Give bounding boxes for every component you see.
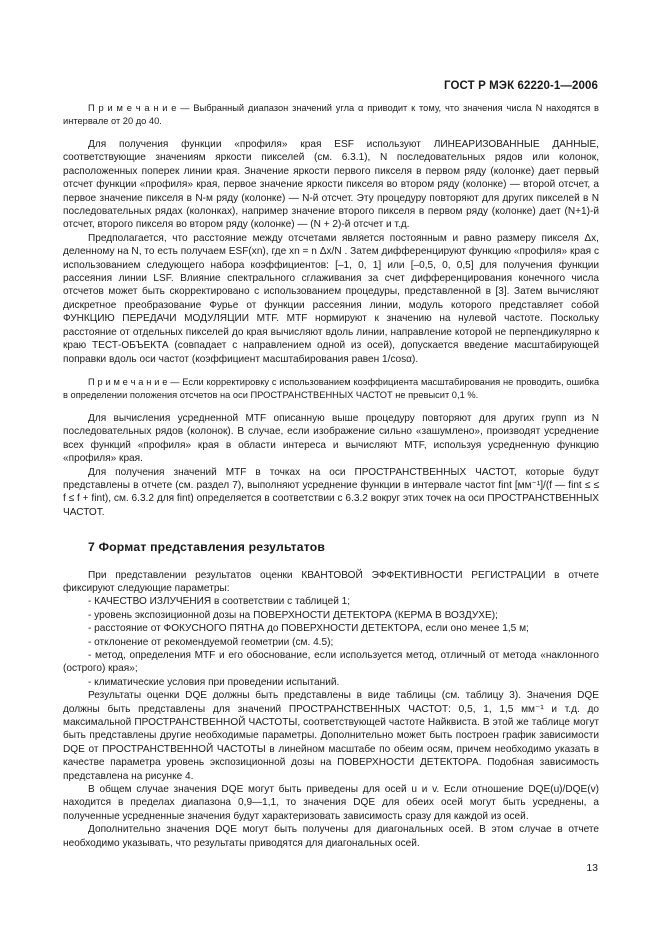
paragraph-sampling: Предполагается, что расстояние между отсчетами является постоянным и равно размеру пикселя Δx, деленному на N, то есть получаем ESF(xn), где xn = n Δx/N . Затем дифференцируют функцию «профиля» края с использованием следующего набора коэффициентов: [–1, 0, 1] или [–0,5, 0, 0,5] для получения функции рассеяния линии LSF. Влияние спектрального сглаживания за счет дифференцирования конечного числа отсчетов может быть скорректировано с использованием процедуры, представленной в [3]. Затем вычисляют дискретное преобразование Фурье от функции рассеяния линии, модуль которого представляет собой ФУНКЦИЮ ПЕРЕДАЧИ МОДУЛЯЦИИ MTF. MTF нормируют к значению на нулевой частоте. Поскольку расстояние от отдельных пикселей до края вычисляют вдоль линии, направление которой не перпендикулярно к краю ТЕСТ-ОБЪЕКТА (совпадает с направлением одной из осей), допускается введение масштабирующей поправки вдоль оси частот (коэффициент масштабирования равен 1/cosα). — [63, 232, 599, 365]
list-item: - КАЧЕСТВО ИЗЛУЧЕНИЯ в соответствии с таблицей 1; — [88, 596, 351, 608]
standard-header: ГОСТ Р МЭК 62220-1—2006 — [444, 80, 598, 92]
paragraph-dqe-diagonal: Дополнительно значения DQE могут быть получены для диагональных осей. В этом случае в отчете необходимо указывать, что результаты приводятся для диагональных осей. — [63, 824, 599, 849]
page-number: 13 — [586, 862, 598, 874]
paragraph-report-intro: При представлении результатов оценки КВАНТОВОЙ ЭФФЕКТИВНОСТИ РЕГИСТРАЦИИ в отчете фиксируют следующие параметры: — [63, 569, 599, 594]
paragraph-esf: Для получения функции «профиля» края ESF используют ЛИНЕАРИЗОВАННЫЕ ДАННЫЕ, соответствующие значениям яркости пикселей (см. 6.3.1), N последовательных рядов или колонок, расположенных поперек линии края. Значение яркости первого пикселя в первом ряду (колонке) дает первый отсчет функции «профиля» края, первое значение яркости пикселя во втором ряду (колонке) — второй отсчет, а первое значение пикселя в N-м ряду (колонке) — N-й отсчет. Эту процедуру повторяют для других пикселей в N последовательных рядах (колонках), например значение второго пикселя в первом ряду (колонке) дает (N+1)-й отсчет, второго пикселя во втором ряду (колонке) — (N + 2)-й отсчет и т.д. — [63, 139, 599, 231]
note-paragraph-2: П р и м е ч а н и е — Если корректировку с использованием коэффициента масштабирования не проводить, ошибка в определении положения отсчетов на оси ПРОСТРАНСТВЕННЫХ ЧАСТОТ не превысит 0,1 %. — [63, 376, 599, 400]
paragraph-dqe-table: Результаты оценки DQE должны быть представлены в виде таблицы (см. таблицу 3). Значения DQE должны быть представлены для значений ПРОСТРАНСТВЕННЫХ ЧАСТОТ: 0,5, 1, 1,5 мм⁻¹ и т.д. до максимальной ПРОСТРАНСТВЕННОЙ ЧАСТОТЫ, соответствующей частоте Найквиста. В этой же таблице могут быть представлены другие необходимые параметры. Дополнительно может быть построен график зависимости DQE от ПРОСТРАНСТВЕННОЙ ЧАСТОТЫ в линейном масштабе по обеим осям, причем необходимо указать в качестве параметра уровень экспозиционной дозы на ПОВЕРХНОСТИ ДЕТЕКТОРА. Подобная зависимость представлена на рисунке 4. — [63, 690, 599, 782]
document-body — [63, 100, 599, 850]
list-item: - расстояние от ФОКУСНОГО ПЯТНА до ПОВЕРХНОСТИ ДЕТЕКТОРА, если оно менее 1,5 м; — [88, 623, 529, 635]
list-item: - уровень экспозиционной дозы на ПОВЕРХНОСТИ ДЕТЕКТОРА (КЕРМА В ВОЗДУХЕ); — [88, 609, 498, 621]
section-title: 7 Формат представления результатов — [88, 540, 326, 555]
paragraph-mtf-points: Для получения значений MTF в точках на оси ПРОСТРАНСТВЕННЫХ ЧАСТОТ, которые будут представлены в отчете (см. раздел 7), выполняют усреднение функции в интервале частот fint [мм⁻¹]/(f — fint ≤ ≤ f ≤ f + fint), см. 6.3.2 для fint) определяется в соответствии с 6.3.2 вокруг этих точек на оси ПРОСТРАНСТВЕННЫХ ЧАСТОТ. — [63, 466, 599, 518]
list-item: - отклонение от рекомендуемой геометрии (см. 4.5); — [88, 636, 334, 648]
paragraph-dqe-axes: В общем случае значения DQE могут быть приведены для осей u и v. Если отношение DQE(u)/DQE(v) находится в пределах диапазона 0,9—1,1, то значения DQE для обеих осей могут быть усреднены, а полученные усредненные значения будут характеризовать зависимость сразу для каждой из осей. — [63, 784, 599, 822]
paragraph-mtf-average: Для вычисления усредненной MTF описанную выше процедуру повторяют для других групп из N последовательных рядов (колонок). В случае, если изображение сильно «зашумлено», производят усреднение всех функций «профиля» края в области интереса и вычисляют MTF, используя усредненную функцию «профиля» края. — [63, 412, 599, 465]
list-item: - метод, определения MTF и его обоснование, если используется метод, отличный от метода «наклонного (острого) края»; — [63, 650, 599, 675]
note-paragraph-1: П р и м е ч а н и е — Выбранный диапазон значений угла α приводит к тому, что значения числа N находятся в интервале от 20 до 40. — [63, 103, 599, 126]
list-item: - климатические условия при проведении испытаний. — [88, 676, 340, 688]
